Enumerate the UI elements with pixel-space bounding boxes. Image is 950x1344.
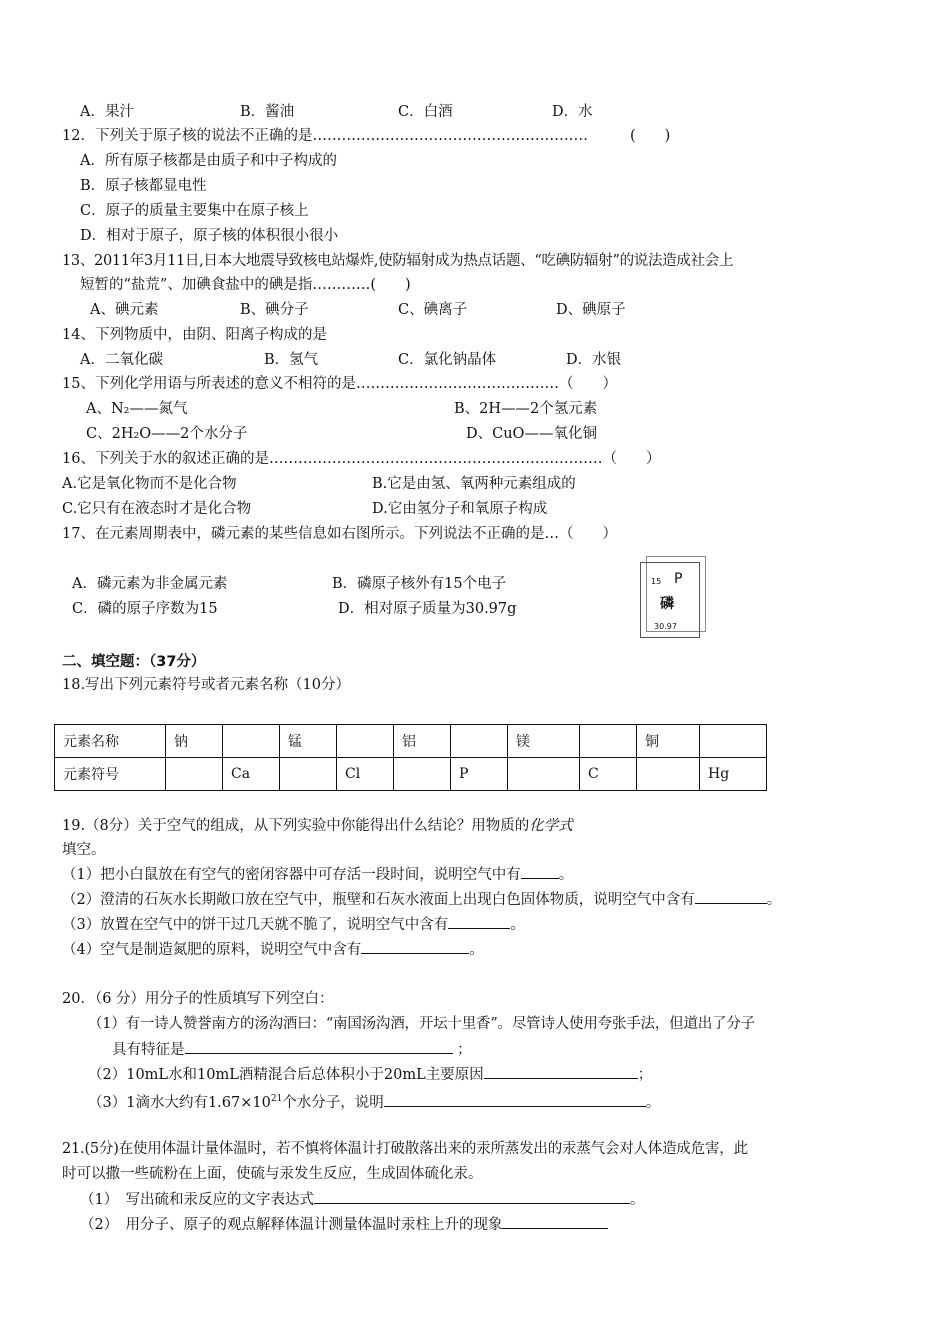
q21-stem-line2: 时可以撒一些硫粉在上面，使硫与汞发生反应，生成固体硫化汞。 — [62, 1166, 483, 1182]
table-cell: 钠 — [166, 725, 223, 758]
q20-blank-2[interactable] — [484, 1064, 638, 1079]
table-cell: Hg — [700, 758, 767, 791]
q17-option-a: A．磷元素为非金属元素 — [72, 576, 228, 592]
card-front — [640, 562, 700, 638]
q21-part2 — [80, 1214, 608, 1235]
q13-stem-line2: 短暂的“盐荒”、加碘食盐中的碘是指…………( ) — [80, 277, 411, 293]
table-cell[interactable] — [700, 725, 767, 758]
q21-blank-1[interactable] — [314, 1189, 630, 1204]
q17-option-c: C．磷的原子序数为15 — [72, 601, 218, 617]
q12-answer-paren: ( ) — [630, 128, 671, 144]
q19-part4-end: 。 — [469, 942, 484, 958]
q20-part1-end: ； — [457, 1042, 472, 1058]
q17-option-b: B．磷原子核外有15个电子 — [332, 576, 507, 592]
q12-stem: 12．下列关于原子核的说法不正确的是………………………………………………… — [62, 128, 588, 144]
q20-blank-3[interactable] — [384, 1092, 646, 1107]
q17-option-d: D．相对原子质量为30.97g — [338, 601, 517, 617]
q16-option-a: A.它是氧化物而不是化合物 — [62, 476, 237, 492]
q11-option-c: C．白酒 — [398, 104, 453, 120]
q20-part3-text-b: 个水分子，说明 — [282, 1094, 384, 1111]
q19-blank-4[interactable] — [361, 939, 469, 954]
q19-part2 — [62, 889, 781, 910]
q19-stem-emphasis: 化学式 — [529, 818, 573, 834]
card-atomic-mass: 30.97 — [654, 622, 677, 631]
q19-part2-text: （2）澄清的石灰水长期敞口放在空气中，瓶壁和石灰水液面上出现白色固体物质，说明空气中含有 — [62, 892, 695, 908]
table-cell: 元素符号 — [55, 758, 166, 791]
q20-part1-line1: （1）有一诗人赞誉南方的汤沟酒曰：“南国汤沟酒，开坛十里香”。尽管诗人使用夸张手法，但道出了分子 — [88, 1016, 755, 1032]
card-atomic-number: 15 — [651, 577, 662, 586]
q19-stem-line2: 填空。 — [62, 842, 106, 858]
table-cell[interactable] — [637, 758, 700, 791]
q14-option-b: B．氢气 — [264, 352, 319, 368]
q20-part3 — [88, 1089, 660, 1113]
table-cell[interactable] — [166, 758, 223, 791]
section-title-fill-in: 二、填空题：（37分） — [62, 654, 206, 670]
table-cell[interactable] — [223, 725, 280, 758]
table-cell: Ca — [223, 758, 280, 791]
q20-part1-line2 — [112, 1039, 472, 1060]
table-cell[interactable] — [280, 758, 337, 791]
q16-option-b: B.它是由氢、氧两种元素组成的 — [372, 476, 576, 492]
q20-part3-end: 。 — [645, 1094, 661, 1111]
q19-blank-1[interactable] — [521, 864, 559, 879]
q21-part2-text: （2） 用分子、原子的观点解释体温计测量体温时汞柱上升的现象 — [80, 1217, 503, 1233]
q14-stem: 14、下列物质中，由阴、阳离子构成的是 — [62, 327, 327, 343]
q12-option-d: D．相对于原子，原子核的体积很小很小 — [80, 228, 339, 244]
q20-stem: 20．（6 分）用分子的性质填写下列空白： — [62, 991, 334, 1007]
table-cell: 元素名称 — [55, 725, 166, 758]
q15-stem: 15、下列化学用语与所表述的意义不相符的是……………………………………（ ） — [62, 376, 617, 392]
q11-option-b: B．酱油 — [240, 104, 295, 120]
q20-part1-text: 具有特征是 — [112, 1042, 185, 1058]
q12-option-a: A．所有原子核都是由质子和中子构成的 — [80, 153, 337, 169]
q13-option-c: C、碘离子 — [398, 302, 468, 318]
q20-part2 — [88, 1064, 652, 1085]
q19-part2-end: 。 — [766, 892, 782, 908]
table-row-symbols — [55, 758, 767, 791]
q19-part3-end: 。 — [510, 917, 525, 933]
q20-part3-text: （3）1滴水大约有1.67×10 — [88, 1094, 271, 1111]
q13-option-b: B、碘分子 — [240, 302, 309, 318]
q19-blank-2[interactable] — [695, 889, 767, 904]
q21-part1 — [80, 1189, 644, 1210]
table-cell[interactable] — [394, 758, 451, 791]
q16-stem: 16、下列关于水的叙述正确的是……………………………………………………………（ ） — [62, 451, 661, 467]
q14-option-a: A．二氧化碳 — [80, 352, 163, 368]
q20-part3-exponent: 21 — [270, 1094, 283, 1104]
q21-part1-end: 。 — [629, 1192, 645, 1208]
q19-part3 — [62, 914, 525, 935]
q20-part2-text: （2）10mL水和10mL酒精混合后总体积小于20mL主要原因 — [88, 1067, 484, 1083]
q21-blank-2[interactable] — [502, 1214, 608, 1229]
q16-option-d: D.它由氢分子和氧原子构成 — [372, 501, 548, 517]
table-cell: 镁 — [508, 725, 580, 758]
q19-part1 — [62, 864, 573, 885]
q19-blank-3[interactable] — [448, 914, 510, 929]
q20-blank-1[interactable] — [185, 1039, 453, 1054]
table-cell[interactable] — [337, 725, 394, 758]
table-cell: P — [451, 758, 508, 791]
table-cell: Cl — [337, 758, 394, 791]
q18-stem: 18.写出下列元素符号或者元素名称（10分） — [62, 677, 351, 693]
q15-option-d: D、CuO——氧化铜 — [466, 426, 597, 442]
q19-part3-text: （3）放置在空气中的饼干过几天就不脆了，说明空气中含有 — [62, 917, 449, 933]
table-cell[interactable] — [451, 725, 508, 758]
q15-option-b: B、2H——2个氢元素 — [454, 401, 598, 417]
q21-stem-line1: 21.(5分)在使用体温计量体温时，若不慎将体温计打破散落出来的汞所蒸发出的汞蒸气会对人体造成危害，此 — [62, 1141, 748, 1157]
q16-option-c: C.它只有在液态时才是化合物 — [62, 501, 252, 517]
q12-option-b: B．原子核都显电性 — [80, 178, 207, 194]
q21-part1-text: （1） 写出硫和汞反应的文字表达式 — [80, 1192, 314, 1208]
table-cell: C — [580, 758, 637, 791]
q14-option-d: D．水银 — [566, 352, 622, 368]
q19-part4-text: （4）空气是制造氮肥的原料，说明空气中含有 — [62, 942, 362, 958]
q15-option-c: C、2H₂O——2个水分子 — [86, 426, 248, 442]
card-symbol: P — [674, 571, 683, 587]
q13-stem-line1: 13、2011年3月11日,日本大地震导致核电站爆炸,使防辐射成为热点话题、“吃碘防辐射”的说法造成社会上 — [62, 253, 734, 269]
q13-option-a: A、碘元素 — [90, 302, 159, 318]
q19-stem-text: 19.（8分）关于空气的组成，从下列实验中你能得出什么结论？用物质的 — [62, 818, 530, 834]
table-cell: 铜 — [637, 725, 700, 758]
q11-option-a: A．果汁 — [80, 104, 134, 120]
table-cell: 铝 — [394, 725, 451, 758]
card-name: 磷 — [660, 596, 674, 612]
q17-stem: 17、在元素周期表中，磷元素的某些信息如右图所示。下列说法不正确的是…（ ） — [62, 526, 617, 542]
phosphorus-element-card — [640, 556, 706, 638]
q19-part4 — [62, 939, 484, 960]
table-cell[interactable] — [508, 758, 580, 791]
table-row-names — [55, 725, 767, 758]
q11-option-d: D．水 — [552, 104, 593, 120]
q14-option-c: C．氯化钠晶体 — [398, 352, 497, 368]
q20-part2-end: ； — [637, 1067, 653, 1083]
table-cell[interactable] — [580, 725, 637, 758]
q19-part1-end: 。 — [558, 867, 574, 883]
q12-option-c: C．原子的质量主要集中在原子核上 — [80, 203, 309, 219]
table-cell: 锰 — [280, 725, 337, 758]
element-table — [54, 724, 767, 791]
q13-option-d: D、碘原子 — [556, 302, 626, 318]
q19-part1-text: （1）把小白鼠放在有空气的密闭容器中可存活一段时间，说明空气中有 — [62, 867, 521, 883]
q19-stem-line1 — [62, 816, 573, 836]
q15-option-a: A、N₂——氮气 — [86, 401, 188, 417]
